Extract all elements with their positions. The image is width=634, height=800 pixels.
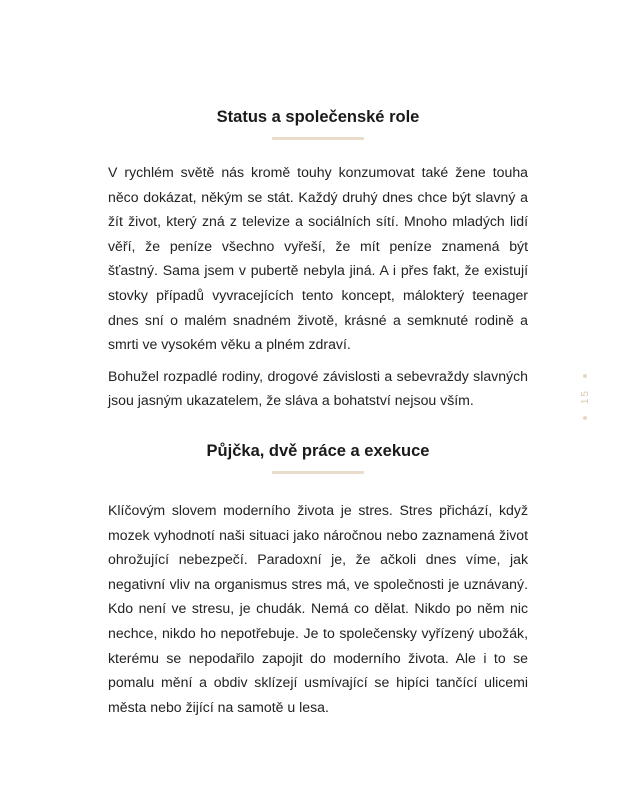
section-title: Půjčka, dvě práce a exekuce <box>206 442 430 460</box>
title-underline <box>272 471 364 474</box>
section-title: Status a společenské role <box>216 108 420 126</box>
section-pujcka <box>108 440 528 719</box>
section-status <box>108 106 528 413</box>
page-number: 15 <box>579 389 591 405</box>
paragraph: Klíčovým slovem moderního života je stres. Stres přichází, když mozek vyhodnotí naši situaci jako náročnou nebo zaznamená život ohrožující nebezpečí. Paradoxní je, že ačkoli dnes víme, jak negativní vliv na organismus stres má, ve společnosti je uznávaný. Kdo není ve stresu, je chudák. Nemá co dělat. Nikdo po něm nic nechce, nikdo ho nepotřebuje. Je to společensky vyřízený ubožák, kterému se nepodařilo zapojit do moderního života. Ale i to se pomalu mění a obdiv sklízejí usmívající se hipíci tančící ulicemi města nebo žijící na samotě u lesa. <box>108 502 528 715</box>
page-number-marker <box>579 374 591 420</box>
paragraph: Bohužel rozpadlé rodiny, drogové závislosti a sebevraždy slavných jsou jasným ukazatelem, že sláva a bohatství nejsou vším. <box>108 367 528 409</box>
folio-dot-top <box>583 374 587 378</box>
title-underline <box>272 137 364 140</box>
folio-dot-bottom <box>583 416 587 420</box>
paragraph: V rychlém světě nás kromě touhy konzumovat také žene touha něco dokázat, někým se stát. Každý druhý dnes chce být slavný a žít život, který zná z televize a sociálních sítí. Mnoho mladých lidí věří, že peníze všechno vyřeší, že mít peníze znamená být šťastný. Sama jsem v pubertě nebyla jiná. A i přes fakt, že existují stovky případů vyvracejících tento koncept, málokterý teenager dnes sní o malém snadném životě, krásné a semknuté rodině a smrti ve vysokém věku a plném zdraví. <box>108 164 528 353</box>
